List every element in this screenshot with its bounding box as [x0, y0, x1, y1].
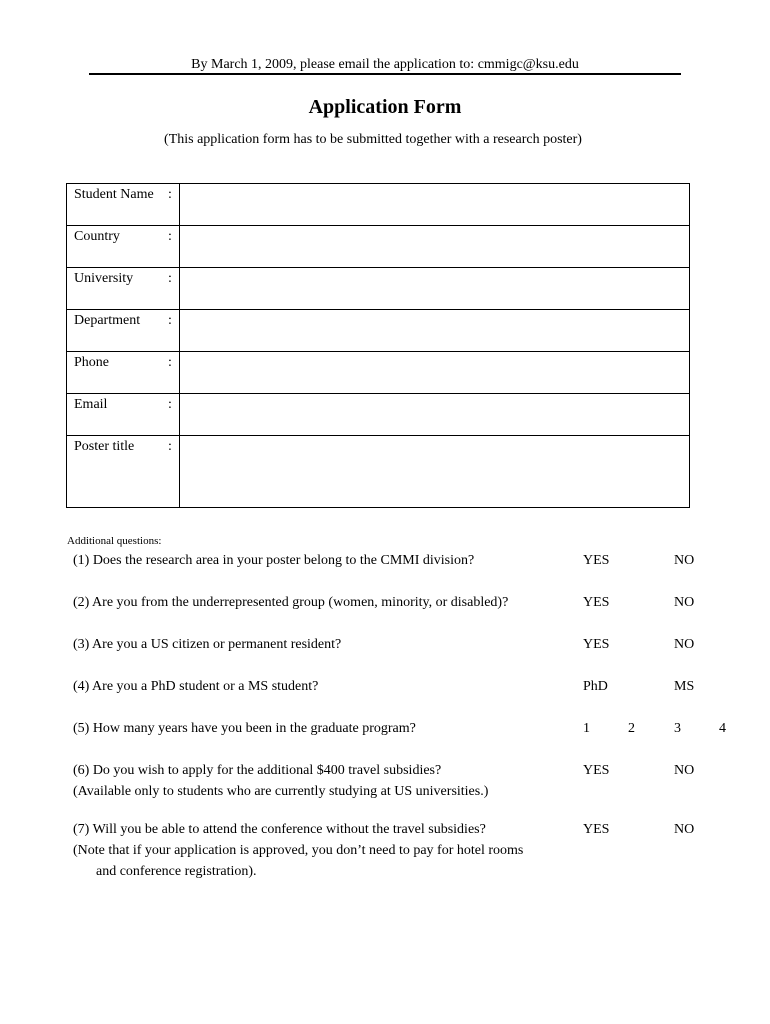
country-label: Country [74, 229, 120, 244]
info-row-university [67, 268, 690, 310]
q1-option-yes[interactable]: YES [583, 553, 610, 568]
q4-option-ms[interactable]: MS [674, 679, 695, 694]
label-colon: : [168, 313, 172, 328]
question-6-note: (Available only to students who are currently studying at US universities.) [73, 784, 489, 799]
question-3-text: (3) Are you a US citizen or permanent resident? [73, 637, 342, 652]
info-row-poster-title [67, 436, 690, 508]
applicant-info-table [66, 183, 690, 508]
label-colon: : [168, 439, 172, 454]
country-input[interactable] [180, 226, 689, 267]
student-name-input[interactable] [180, 184, 689, 225]
question-5-text: (5) How many years have you been in the graduate program? [73, 721, 416, 736]
label-colon: : [168, 355, 172, 370]
q3-option-no[interactable]: NO [674, 637, 695, 652]
question-6-text: (6) Do you wish to apply for the additional $400 travel subsidies? [73, 763, 442, 778]
q7-option-yes[interactable]: YES [583, 822, 610, 837]
page-subtitle: (This application form has to be submitted together with a research poster) [164, 132, 582, 147]
label-colon: : [168, 397, 172, 412]
q4-option-phd[interactable]: PhD [583, 679, 608, 694]
page-title: Application Form [308, 96, 462, 118]
info-row-email [67, 394, 690, 436]
phone-input[interactable] [180, 352, 689, 393]
email-input[interactable] [180, 394, 689, 435]
label-colon: : [168, 187, 172, 202]
phone-label: Phone [74, 355, 109, 370]
question-4-text: (4) Are you a PhD student or a MS student? [73, 679, 319, 694]
q5-option-3[interactable]: 3 [674, 721, 681, 736]
question-7-note: (Note that if your application is approved, you don’t need to pay for hotel rooms [73, 843, 524, 858]
q2-option-no[interactable]: NO [674, 595, 695, 610]
q2-option-yes[interactable]: YES [583, 595, 610, 610]
q5-option-2[interactable]: 2 [628, 721, 635, 736]
info-row-country [67, 226, 690, 268]
q5-option-1[interactable]: 1 [583, 721, 590, 736]
label-colon: : [168, 229, 172, 244]
question-6 [73, 760, 488, 802]
submission-deadline-text: By March 1, 2009, please email the application to: cmmigc@ksu.edu [191, 57, 579, 72]
q5-option-4[interactable]: 4 [719, 721, 726, 736]
university-label: University [74, 271, 134, 286]
email-label: Email [74, 397, 108, 412]
university-input[interactable] [180, 268, 689, 309]
question-7-note-continued: and conference registration). [96, 864, 257, 879]
q3-option-yes[interactable]: YES [583, 637, 610, 652]
question-2 [73, 592, 508, 613]
q7-option-no[interactable]: NO [674, 822, 695, 837]
question-1 [73, 550, 474, 571]
poster-title-input[interactable] [180, 436, 689, 507]
question-7-text: (7) Will you be able to attend the conference without the travel subsidies? [73, 822, 486, 837]
info-row-department [67, 310, 690, 352]
question-2-text: (2) Are you from the underrepresented group (women, minority, or disabled)? [73, 595, 509, 610]
info-row-student-name [67, 184, 690, 226]
q6-option-no[interactable]: NO [674, 763, 695, 778]
department-label: Department [74, 313, 141, 328]
question-1-text: (1) Does the research area in your poster belong to the CMMI division? [73, 553, 475, 568]
info-row-phone [67, 352, 690, 394]
q6-option-yes[interactable]: YES [583, 763, 610, 778]
question-5 [73, 718, 416, 739]
question-3 [73, 634, 341, 655]
header-divider [89, 73, 681, 75]
question-7 [73, 819, 523, 882]
student-name-label: Student Name [74, 187, 154, 202]
q1-option-no[interactable]: NO [674, 553, 695, 568]
department-input[interactable] [180, 310, 689, 351]
question-4 [73, 676, 318, 697]
poster-title-label: Poster title [74, 439, 135, 454]
additional-questions-heading: Additional questions: [67, 535, 162, 547]
label-colon: : [168, 271, 172, 286]
